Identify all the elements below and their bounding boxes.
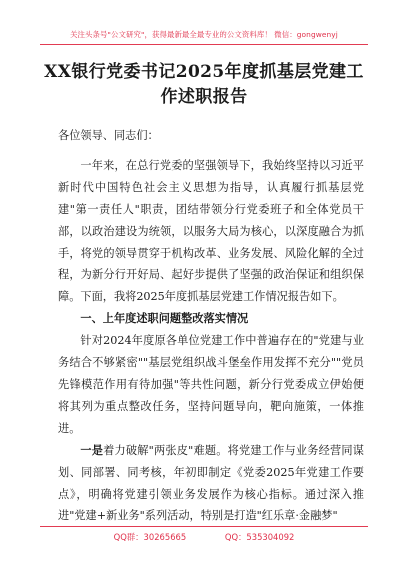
section-heading: 一、上年度述职问题整改落实情况 [80, 311, 249, 326]
header-divider [40, 44, 368, 45]
footer [0, 531, 408, 543]
point-lead: 一是 [80, 442, 104, 457]
paragraph-point-one [58, 440, 364, 528]
footer-qq: QQ：535304092 [224, 532, 295, 542]
header-banner: 关注头条号"公文研究"，获得最新最全最专业的公文资料库！ 微信：gongwenyj [70, 30, 338, 39]
footer-divider [40, 526, 368, 527]
footer-qq-group: QQ群：30265665 [113, 532, 187, 542]
paragraph-intro: 一年来，在总行党委的坚强领导下，我始终坚持以习近平新时代中国特色社会主义思想为指导，认真履行抓基层党建"第一责任人"职责，团结带领分行党委班子和全体党员干部，以政治建设为统领，以服务大局为核心，以深度融合为抓手，将党的领导贯穿于机构改革、业务发展、风险化解的全过程，为新分行开好局、起好步提供了坚强的政治保证和组织保障。下面，我将2025年度抓基层党建工作情况报告如下。 [58, 158, 364, 304]
point-text: 着力破解"两张皮"难题。将党建工作与业务经营同谋划、同部署、同考核，年初即制定《党委2025年党建工作要点》，明确将党建引领业务发展作为核心指标。通过深入推进"党建+新业务"系列活动，特别是打造"红乐章·金融梦" [58, 443, 364, 523]
paragraph-rectification: 针对2024年度原各单位党建工作中普遍存在的"党建与业务结合不够紧密""基层党组织战斗堡垒作用发挥不充分""党员先锋模范作用有待加强"等共性问题，新分行党委成立伊始便将其列为重点整改任务，坚持问题导向，靶向施策，一体推进。 [58, 334, 364, 435]
title-line-2: 作述职报告 [160, 87, 248, 107]
document-title [0, 60, 408, 110]
greeting: 各位领导、同志们： [58, 129, 159, 142]
document-body [58, 125, 364, 527]
title-line-1: XX银行党委书记2025年度抓基层党建工 [44, 62, 364, 82]
